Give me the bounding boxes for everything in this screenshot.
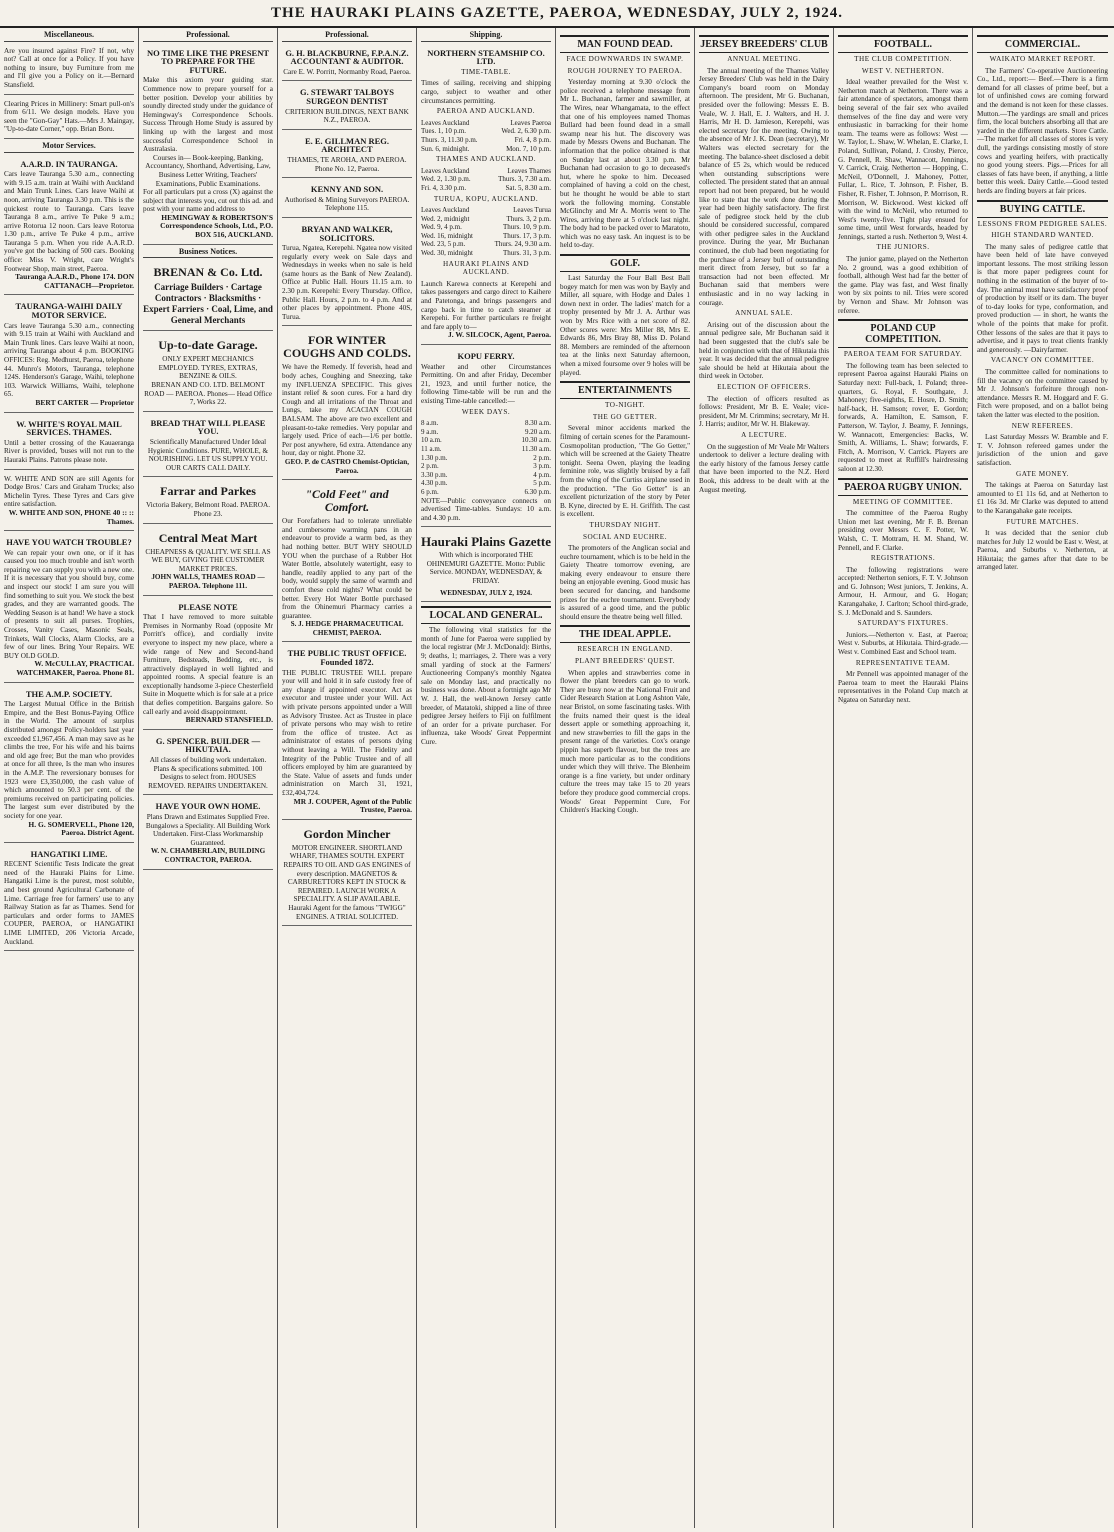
gate-money-text: The takings at Paeroa on Saturday last amounted to £1 11s 6d, and at Netherton to £1 16s 3d. Mr Clarke was deputed to attend to the Karangahake gate receipts. (977, 481, 1108, 515)
column-1 (0, 28, 139, 1528)
timetable-row (421, 436, 551, 445)
market-report-text: The Farmers' Co-operative Auctioneering Co., Ltd., report:— Beef.—There is a firm demand for all classes of prime beef, but a lot of unfinished cows are coming forward and the demand is not keen for these classes. Mutton.—The yardings are small and prices firm, the local butchers absorbing all that are yarded in the different markets. Store Cattle.—The market for all classes of stores is very dull, the yardings consisting mostly of store cows and yearling heifers, with practically no good young steers. Pigs.—Prices for all classes of fats have been, if anything, a little better this week. Dairy Cattle.—Good tested herds are finding buyers at fair prices. (977, 66, 1108, 195)
timetable-cell: 2 p.m. (533, 453, 551, 462)
timetable-cell: 4 p.m. (533, 470, 551, 479)
column-2 (139, 28, 278, 1528)
man-found-dead-heading: MAN FOUND DEAD. (560, 35, 690, 53)
football-heading: FOOTBALL. (838, 35, 968, 53)
column-8: COMMERCIAL. WAIKATO MARKET REPORT. The Farmers' Co-operative Auctioneering Co., Ltd., report:— Beef.—There is a firm demand for all classes of prime beef, but a lot of unfinished cows are coming forward and the demand is not keen for these classes. Mutton.—The yardings are small and prices firm, the local butchers absorbing all that are yarded in the different markets. Store Cattle.—The market for all classes of stores is very dull, the yardings consisting mostly of store cows and yearling heifers, with practically no good young steers. Pigs.—Prices for all classes of fats have been, if anything, a little better this week. Dairy Cattle.—Good tested herds are finding buyers at fair prices. BUYING CATTLE. LESSONS FROM PEDIGREE SALES. HIGH STANDARD WANTED. The many sales of pedigree cattle that have been held of late have conveyed important lessons. The most striking lesson is that more paper pedigrees count for nothing in the estimation of the buyer of to-day. The animal must have satisfactory proof of production by itself or its dam. The buyer of to-day looks for type, conformation, and proved production — in short, he wants the whole of the points that make for profit. Other lessons of the sales are that it pays to advertise, and it pays to treat clients frankly and generously. —Dairyfarmer. VACANCY ON COMMITTEE. The committee called for nominations to fill the vacancy on the committee caused by Mr J. Johnson's forfeiture through non-attendance. Messrs R. M. Hoggard and F. G. Fitch were proposed, and on a ballot being taken the latter was elected to the position. NEW REFEREES. Last Saturday Messrs W. Bramble and F. T. V. Johnson refereed games under the jurisdiction of the union and gave satisfaction. GATE MONEY. The takings at Paeroa on Saturday last amounted to £1 11s 6d, and at Netherton to £1 16s 3d. Mr Clarke was deputed to attend to the Karangahake gate receipts. FUTURE MATCHES. It was decided that the senior club matches for July 12 would be East v. West, at Paeroa, and Suburbs v. Netherton, at Hikutaia; the games after that date to be arranged later. (973, 28, 1112, 1528)
bread-ad: BREAD THAT WILL PLEASE YOU. Scientifically Manufactured Under Ideal Hygienic Conditions. PURE, WHOLE, & NOURISHING. LET US SUPPLY YOU. OUR CARTS CALL DAILY. (143, 415, 273, 478)
timetable-row (421, 167, 551, 176)
ideal-apple-heading: THE IDEAL APPLE. (560, 625, 690, 643)
buying-cattle-text: The many sales of pedigree cattle that have been held of late have conveyed important lessons. The most striking lesson is that more paper pedigrees count for nothing in the estimation of the buyer of to-day. The animal must have satisfactory proof of production by itself or its dam. The buyer of to-day looks for type, conformation, and proved production — in short, he wants the whole of the points that make for profit. Other lessons of the sales are that it pays to advertise, and it pays to treat clients frankly and generously. —Dairyfarmer. (977, 242, 1108, 354)
column-3 (278, 28, 417, 1528)
timetable-row (421, 175, 551, 184)
bryan-walker-ad: BRYAN AND WALKER, SOLICITORS. Turua, Ngatea, Kerepehi. Ngatea now visited regularly every week on Sale days and Wednesdays in weeks when no sale is held (same hours as the Bank of New Zealand). Office at Public Hall. Hours 11.15 a.m. to 2.30 p.m. Kerepehi: Every Thursday. Office, Public Hall. Hours, 2 p.m. to 4 p.m. And at other places by appointment. Phone 40S, Turua. (282, 221, 412, 327)
millinery-ad: Clearing Prices in Millinery: Smart pull-on's from 6/11. We design models. Have you seen the "Gon-Gay" Hats.—Mrs J. Maingay, "Up-to-date Corner," opp. Brian Boru. (4, 98, 134, 139)
white-mail-ad: W. WHITE'S ROYAL MAIL SERVICES. THAMES. Until a better crossing of the Kauaeranga River is provided, 'buses will not run to the Hauraki Plains. Patrons please note. (4, 416, 134, 470)
fire-insurance-ad: Are you insured against Fire? If not, why not? Call at once for a Policy. If you have nothing to insure, buy Furniture from me and I'll give you a Policy on it.—Bernard Stansfield. (4, 45, 134, 95)
golf-heading: GOLF. (560, 254, 690, 272)
blackburne-ad: G. H. BLACKBURNE, F.P.A.N.Z. ACCOUNTANT & AUDITOR. Care E. W. Porritt, Normanby Road, Paeroa. (282, 45, 412, 82)
timetable-row (421, 232, 551, 241)
poland-cup-text: The following team has been selected to represent Paeroa against Hauraki Plains on Saturday next: Full-back, I. Poland; three-quarters, G. Royal, F. Southgate, J. Mahoney; five-eighths, E. Hosre, D. Smith; half-back, H. Samson; rover, E. Gordon; forwards, A. Hamilton, E. Samson, F. Patterson, W. Taylor, J. Beamy, F. Jennings, W. Wannacott, Emergencies: Backs, W. Smith, A. Williams, L. Shaw; forwards, F. Fitch, A. Morrison, V. Carrick. Players are requested to meet at Ruffill's hairdressing saloon at 12.30. (838, 361, 968, 473)
timetable-cell: 10.30 a.m. (521, 436, 551, 445)
jersey-heading: JERSEY BREEDERS' CLUB (699, 35, 829, 53)
officers-text: The election of officers resulted as follows: President, Mr B. E. Veale; vice-president, Mr M. Crimmins; secretary, Mr H. J. Harris; auditor, Mr W. H. Blakeway. (699, 394, 829, 429)
timetable-cell: Thurs. 31, 3 p.m. (502, 249, 551, 258)
column-5: MAN FOUND DEAD. FACE DOWNWARDS IN SWAMP. ROUGH JOURNEY TO PAEROA. Yesterday morning at 9.30 o'clock the police received a telephone message from Mr L. Buchanan, farmer and sawmiller, at The Wires, near Whangamata, to the effect that one of his employees named Thomas Bullard had been found dead in a small swamp near his hut. The discovery was made by Messrs Owens and Buchanan. The information that the police obtained is that on Sunday last at about 3.30 p.m. Mr Buchanan had occasion to go to deceased's hut, where he spoke to him. Deceased complained of having a cold on the chest, but he thought he would be able to start work the following morning. Constable McGlinchy and Mr A. Morris went to The Wires, arriving there at 5 o'clock last night. The body had to be packed over to Maratoto, which was no easy task. An inquest is to be held to-day. GOLF. Last Saturday the Four Ball Best Ball bogey match for men was won by Bayly and Miller, all square, with Hodge and Dales 1 down next in order. The ladies' match for a trophy presented by Mr J. A. Arthur was won by Mrs Rice with a net score of 82. Other scores were: Mrs Miller 88, Mrs E. Edwards 86, Mrs Bray 88, Miss D. Poland 88. Members are reminded of the afternoon tea at the links next Saturday afternoon, when a mixed foursome over 9 holes will be played. ENTERTAINMENTS TO-NIGHT. THE GO GETTER. Several minor accidents marked the filming of certain scenes for the Paramount-Cosmopolitan production, "The Go Getter," which will be screened at the Gaiety Theatre tonight. Seena Owen, playing the leading feminine role, was slightly bruised by a fall from the wing of the Curtiss airplane used in the production. "The Go Getter" is an excellent picturization of the story by Peter B. Kyne, directed by E. H. Griffith. The cast is excellent. THURSDAY NIGHT. SOCIAL AND EUCHRE. The promoters of the Anglican social and euchre tournament, which is to be held in the Gaiety Theatre tomorrow evening, are making every endeavour to ensure there being an enjoyable evening. Good music has been secured for dancing, and handsome prizes for the euchre tournament. Everybody is assured of a good time, and the public should ensure the theatre being well filled. THE IDEAL APPLE. RESEARCH IN ENGLAND. PLANT BREEDERS' QUEST. When apples and strawberries come in flower the plant breeders can go to work. They are busy now at the National Fruit and Cider Research Station at Long Ashton Vale, near Bristol, on some fascinating tasks. With the fruits named their quest is the ideal dessert apple or something approaching it, and new strawberries to fill the gaps in the present range of the varieties. Cox's orange pippin has superb flavour, but the trees are much more particular as to the conditions under which they will thrive. The Blenheim orange is a fine variety, but under ordinary culture the trees may take 15 to 20 years before they produce good commercial crops. Woods' Great Peppermint Cure, For Children's Hacking Cough. (556, 28, 695, 1528)
farrar-ad: Farrar and Parkes Victoria Bakery, Belmont Road. PAEROA. Phone 23. (143, 480, 273, 523)
timetable-cell: Leaves Auckland (421, 166, 470, 175)
juniors-text: The junior game, played on the Netherton No. 2 ground, was a good exhibition of football, although West had far the better of the game. Play was fast, and West finally won by six points to nil. Tries were scored by Vernon and Shaw. Mr Johnson was referee. (838, 255, 968, 315)
football-text: Ideal weather prevailed for the West v. Netherton match at Netherton. There was a fair attendance of spectators, amongst them being several of the fair sex who availed themselves of the fine day and were very enthusiastic in barracking for their home team. The teams were as follows: West — W. Taylor, L. Shaw, W. Whelan, E. Clarke, I. Poland, Sullivan, Poland, J. Crosby, Pierce, G. Pennell, R. Shaw, Wannacott, Jennings, V. Carrick, Craig. Netherton — Hopping, C. McNeil, O'Donnell, J. Mahoney, Potter, Fullar, L. Rice, T. Johnson, P. Fisher, B. Fisher, R. Fisher, T. Johnson, P. Morrison, R. Morrison, W. Bickwood. West kicked off with the wind to McNeil, who returned to West's twenty-five. Tight play ensued for some time, until West forwards, headed by Jennings, started a rush. Netherton 9, West 4. (838, 78, 968, 241)
section-header: Shipping. (421, 31, 551, 42)
timetable-cell: Wed. 2, midnight (421, 214, 470, 223)
timetable-cell: 1.30 p.m. (421, 453, 448, 462)
timetable-row (421, 462, 551, 471)
timetable-row (421, 240, 551, 249)
masthead: THE HAURAKI PLAINS GAZETTE, PAEROA, WEDNESDAY, JULY 2, 1924. (0, 0, 1114, 28)
kopu-ferry-ad: KOPU FERRY. Weather and other Circumstances Permitting. On and after Friday, December 21, 1923, and until further notice, the following Time-table will be run and the existing Time-table cancelled:— WEEK DAYS. 8 a.m. 8.30 a.m. 9 a.m. 9.20 a.m. 10 a.m. 10.30 a.m. 11 a.m. 11.30 a.m. 1.30 p.m. 2 p.m. 2 p.m. 3 p.m. 3.30 p.m. 4 p.m. 4.30 p.m. 5 p.m. 6 p.m. 6.30 p.m. NOTE—Public conveyance connects on advertised Time-tables. Sundays: 10 a.m. and 4.30 p.m. (421, 348, 551, 527)
timetable-cell: Thurs. 3, 11.30 p.m. (421, 135, 478, 144)
rugby-text: The committee of the Paeroa Rugby Union met last evening, Mr F. B. Brenan presiding over Messrs C. F. Potter, W. Walsh, C. T. Mottram, H. M. Shand, W. Pennell, and F. Clarke. (838, 509, 968, 552)
meat-mart-ad: Central Meat Mart CHEAPNESS & QUALITY. WE SELL AS WE BUY, GIVING THE CUSTOMER MARKET PRICES. JOHN WALLS, THAMES ROAD — PAEROA. Telephone 111. (143, 527, 273, 596)
gillman-ad: E. E. GILLMAN REG. ARCHITECT THAMES, TE AROHA, AND PAEROA. Phone No. 12, Paeroa. (282, 133, 412, 178)
future-matches-text: It was decided that the senior club matches for July 12 would be East v. West, at Paeroa, and Suburbs v. Netherton, at Hikutaia; the games after that date to be arranged later. (977, 529, 1108, 572)
public-trust-ad: THE PUBLIC TRUST OFFICE. Founded 1872. THE PUBLIC TRUSTEE WILL prepare your will and hold it in safe custody free of any charge if appointed executor. Act as executor and trustee under your Will. Act with private persons appointed under a Will as Advisory Trustee. Act as Trustee in place of private persons who may wish to retire from the office of trustee. Act as administrator of estates of persons dying without leaving a Will. The Fidelity and Integrity of the Public Trustee and of all officers employed by him are guaranteed by the State. Value of assets and funds under administration on March 31, 1921, £32,404,724. MR J. COUPER, Agent of the Public Trustee, Paeroa. (282, 645, 412, 819)
timetable-cell: 3.30 p.m. (421, 470, 448, 479)
timetable-cell: Leaves Paeroa (510, 118, 551, 127)
entertainments-heading: ENTERTAINMENTS (560, 381, 690, 399)
timetable-cell: Thurs. 3, 7.30 a.m. (498, 175, 551, 184)
turua-timetable (421, 206, 551, 258)
timetable-cell: 2 p.m. (421, 462, 439, 471)
garage-ad: Up-to-date Garage. ONLY EXPERT MECHANICS EMPLOYED. TYRES, EXTRAS, BENZINE & OILS. BRENAN AND CO. LTD. BELMONT ROAD — PAEROA. Phones— Head Office 7, Works 22. (143, 334, 273, 412)
section-header: Business Notices. (143, 248, 273, 259)
timetable-row (421, 488, 551, 497)
representative-text: Mr Pennell was appointed manager of the Paeroa team to meet the Hauraki Plains representatives in the Poland Cup match at Ngatea on Saturday next. (838, 670, 968, 704)
timetable-row (421, 249, 551, 258)
please-note-ad: PLEASE NOTE That I have removed to more suitable Premises in Normanby Road (opposite Mr Porritt's office), and cordially invite everyone to inspect my new place, where a wide range of New and Second-hand Furniture, Bedsteads, Bedding, etc., is attractively displayed in well lighted and appointed rooms. A special feature is an exceptionally handsome 3-piece Chesterfield Suite in Moquette which is for sale at a price that defies competition. Bargains galore. So call early and avoid disappointment. BERNARD STANSFIELD. (143, 599, 273, 730)
brenan-ad: BRENAN & Co. Ltd. Carriage Builders · Cartage Contractors · Blacksmiths · Expert Farriers · Coal, Lime, and General Merchants (143, 261, 273, 331)
column-6: JERSEY BREEDERS' CLUB ANNUAL MEETING. The annual meeting of the Thames Valley Jersey Breeders' Club was held in the Dairy Company's board room on Monday afternoon. The president, Mr G. Buchanan, presided over the following: Messrs E. B. Veale, W. J. Hall, E. J. Walters, and H. J. Harris, Mr H. D. Jamieson, Kerepehi, was elected secretary for the meeting. Owing to the absence of Mr J. K. Dean (secretary), Mr Walters was elected secretary for the meeting. The balance-sheet disclosed a debit balance of £5 2s, which would be reduced when outstanding subscriptions were collected. The president stated that an annual report had not been prepared, but he would like to state that the work done during the year had been highly satisfactory. The first sale of pedigree stock held by the club should be considered successful, compared with other pedigree sales in the Auckland province. During the year, Mr Buchanan continued, the club had been negotiating for the purchase of a Jersey bull of outstanding merit direct from Jersey, but so far a transaction had not been effected. Mr Buchanan said that members were enthusiastic and in no way lacking in courage. ANNUAL SALE. Arising out of the discussion about the annual pedigree sale, Mr Buchanan said it had been suggested that the club's sale be held in conjunction with that of Hikutaia this year. It was decided that the annual pedigree sale should be held at Hikutaia about the third week in October. ELECTION OF OFFICERS. The election of officers resulted as follows: President, Mr B. E. Veale; vice-president, Mr M. Crimmins; secretary, Mr H. J. Harris; auditor, Mr W. H. Blakeway. A LECTURE. On the suggestion of Mr Veale Mr Walters undertook to deliver a lecture dealing with the early history of the famous Jersey cattle that have been imported to the N.Z. Herd Book, this address to be dealt with at the August meeting. (695, 28, 834, 1528)
timetable-row (421, 119, 551, 128)
registrations-text: The following registrations were accepted: Netherton seniors, F. T. V. Johnson and G. Johnson; West juniors, T. Jenkins, A. Armour, H. Armour, and G. Hogan; Karangahake, J. Carlton; School third-grade, S. J. McDonald and S. Saunders. (838, 565, 968, 617)
timetable-cell: 9 a.m. (421, 427, 439, 436)
timetable-row (421, 223, 551, 232)
man-found-dead-text: Yesterday morning at 9.30 o'clock the police received a telephone message from Mr L. Buchanan, farmer and sawmiller, at The Wires, near Whangamata, to the effect that one of his employees named Thomas Bullard had been found dead in a small swamp near his hut. The discovery was made by Messrs Owens and Buchanan. The information that the police obtained is that on Sunday last at about 3.30 p.m. Mr Buchanan had occasion to go to deceased's hut, where he spoke to him. Deceased complained of having a cold on the chest, but he thought he would be able to start work the following morning. Constable McGlinchy and Mr A. Morris went to The Wires, arriving there at 5 o'clock last night. The body had to be packed over to Maratoto, which was no easy task. An inquest is to be held to-day. (560, 78, 690, 250)
timetable-cell: Thurs. 10, 9 p.m. (502, 223, 551, 232)
timetable-cell: Sat. 5, 8.30 a.m. (505, 183, 551, 192)
gazette-masthead: Hauraki Plains Gazette With which is incorporated THE OHINEMURI GAZETTE. Motto: Public Service. MONDAY, WEDNESDAY, & FRIDAY. WEDNESDAY, JULY 2, 1924. (421, 530, 551, 602)
timetable-cell: Wed. 9, 4 p.m. (421, 223, 462, 232)
amp-ad: THE A.M.P. SOCIETY. The Largest Mutual Office in the British Empire, and the Best Bonus-Paying Office in the World. The amount of surplus distributed amongst Policy-holders last year exceeded £1,967,456. A man may save as he climbs the tree, For his wife and his bairns and old age free; But the man who provides at once for all three, Is the man who insures in the A.M.P. The reversionary bonuses for 1923 were £3,350,000, the cash value of which amounted to 50.3 per cent. of the premiums received on participating policies. The largest sum ever distributed by the society for one year. H. G. SOMERVELL, Phone 120, Paeroa. District Agent. (4, 686, 134, 843)
timetable-cell: Thurs. 3, 2 p.m. (506, 214, 551, 223)
timetable-cell: 8.30 a.m. (524, 419, 551, 428)
local-general-text: The following vital statistics for the month of June for Paeroa were supplied by the local registrar (Mr J. McDonald): Births, 9; deaths, 1; marriages, 2. There was a very small yarding of stock at the Farmers' Auctioneering Company's monthly Ngatea sale on Monday last, and practically no business was done. About a fortnight ago Mr W. J. Hall, the well-known Jersey cattle breeder, of Matatoki, shipped a line of three pedigree Jersey heifers to Fiji on fulfilment of an order for a private purchaser. For influenza, take Woods' Great Peppermint Cure. (421, 626, 551, 746)
watch-ad: HAVE YOU WATCH TROUBLE? We can repair your own one, or if it has caused you too much trouble and isn't worth repairing we can supply you with a new one. If it is necessary that you should buy, come and inspect our stock! I am sure you will find something to suit you. We stock the best grades, and they are warranted goods. The Wedding Season is at hand! We have a stock of presents to suit all purses. Trophies, Crosses, Vanity Cases, Masonic Seals, Trinkets, Wall Clocks, Alarm Clocks, are a few of our lines. Bring Your Repairs. WE BUY OLD GOLD. W. McCULLAY, PRACTICAL WATCHMAKER, Paeroa. Phone 81. (4, 534, 134, 683)
section-header: Professional. (282, 31, 412, 42)
timetable-row (421, 136, 551, 145)
timetable-cell: Leaves Turua (513, 206, 551, 215)
timetable-cell: Leaves Auckland (421, 118, 470, 127)
timetable-row (421, 454, 551, 463)
timetable-row (421, 184, 551, 193)
timetable-cell: 6 p.m. (421, 487, 439, 496)
fixtures-text: Juniors.—Netherton v. East, at Paeroa; West v. Suburbs, at Hikutaia. Third-grade.—West v. Combined East and School team. (838, 630, 968, 657)
referees-text: Last Saturday Messrs W. Bramble and F. T. V. Johnson refereed games under the jurisdiction of the union and gave satisfaction. (977, 433, 1108, 467)
commercial-heading: COMMERCIAL. (977, 35, 1108, 53)
timetable-cell: 8 a.m. (421, 419, 439, 428)
talboys-ad: G. STEWART TALBOYS SURGEON DENTIST CRITERION BUILDINGS, NEXT BANK N.Z., PAEROA. (282, 84, 412, 129)
golf-text: Last Saturday the Four Ball Best Ball bogey match for men was won by Bayly and Miller, all square, with Hodge and Dales 1 down next in order. The ladies' match for a trophy presented by Mr J. A. Arthur was won by Mrs Rice with a net score of 82. Other scores were: Mrs Miller 88, Mrs E. Edwards 86, Mrs Bray 88, Miss D. Poland 88. Members are reminded of the afternoon tea at the links next Saturday afternoon, when a mixed foursome over 9 holes will be played. (560, 274, 690, 377)
timetable-cell: Leaves Auckland (421, 206, 470, 215)
timetable-cell: Wed. 30, midnight (421, 249, 473, 258)
timetable-row (421, 419, 551, 428)
mincher-ad: Gordon Mincher MOTOR ENGINEER. SHORTLAND WHARF, THAMES SOUTH. EXPERT REPAIRS TO OIL AND GAS ENGINES of every description. MAGNETOS & CARBURETTORS KEPT IN STOCK & REPAIRED. LAUNCH WORK A SPECIALITY. A SLIP AVAILABLE. Hauraki Agent for the famous "TWIGG" ENGINES. A TRIAL SOLICITED. (282, 823, 412, 926)
timetable-row (421, 127, 551, 136)
kopu-timetable (421, 419, 551, 496)
white-agents-ad: W. WHITE AND SON are still Agents for Dodge Bros.' Cars and Graham Trucks; also Michelin Tyres. These Tyres and Cars give entire satisfaction. W. WHITE AND SON, PHONE 40 :: :: Thames. (4, 473, 134, 532)
timetable-cell: 3 p.m. (533, 462, 551, 471)
timetable-row (421, 471, 551, 480)
timetable-cell: 6.30 p.m. (524, 487, 551, 496)
timetable-cell: Tues. 1, 10 p.m. (421, 127, 467, 136)
poland-cup-heading: POLAND CUP COMPETITION. (838, 319, 968, 348)
social-text: The promoters of the Anglican social and euchre tournament, which is to be held in the Gaiety Theatre tomorrow evening, are making every endeavour to ensure there being an enjoyable evening. Good music has been secured for dancing, and handsome prizes for the euchre tournament. Everybody is assured of a good time, and the public should ensure the theatre being well filled. (560, 544, 690, 621)
timetable-row (421, 428, 551, 437)
timetable-cell: 5 p.m. (533, 479, 551, 488)
timetable-cell: Fri. 4, 8 p.m. (514, 135, 551, 144)
own-home-ad: HAVE YOUR OWN HOME. Plans Drawn and Estimates Supplied Free. Bungalows a Speciality. All Building Work Undertaken. First-Class Workmanship Guaranteed. W. N. CHAMBERLAIN, BUILDING CONTRACTOR, PAEROA. (143, 798, 273, 869)
timetable-cell: Thurs. 17, 3 p.m. (502, 231, 551, 240)
aard-ad: A.A.R.D. IN TAURANGA. Cars leave Tauranga 5.30 a.m., connecting with 9.15 a.m. train at Waihi with Auckland and Main Trunk Lines. Cars leave Waihi at noon, arriving Tauranga 3.30 p.m. This is the quickest route to Tauranga. Cars leave Tauranga 8 a.m., arrive Te Puke 9 a.m.; arrive Rotorua 12 noon. Cars leave Rotorua 1.30 p.m., arrive Te Puke 4 p.m., arrive Tauranga 5 p.m. When you ride A.A.R.D. you've got the backing of 500 cars. Booking office: Miss V. Wright, care Wright's Footwear Shop, main street, Paeroa. Tauranga A.A.R.D., Phone 174. DON CATTANACH—Proprietor. (4, 156, 134, 296)
timetable-row (421, 206, 551, 215)
timetable-row (421, 479, 551, 488)
timetable-cell: 4.30 p.m. (421, 479, 448, 488)
annual-sale-text: Arising out of the discussion about the annual pedigree sale, Mr Buchanan said it had been suggested that the club's sale be held in conjunction with that of Hikutaia this year. It was decided that the annual pedigree sale should be held at Hikutaia about the third week in October. (699, 320, 829, 381)
timetable-cell: Leaves Thames (507, 166, 551, 175)
tauranga-waihi-ad: TAURANGA-WAIHI DAILY MOTOR SERVICE. Cars leave Tauranga 5.30 a.m., connecting with 9.15 train at Waihi with Auckland and Main Trunk lines. Cars leave Waihi at noon, arriving Tauranga about 4 p.m. BOOKING OFFICES: Reg. Medhurst, Paeroa, telephone 44. Munro's Motors, Tauranga, telephone 124S. Henderson's Garage, Waihi, telephone 103. Warwick Williams, Waihi, telephone 65. BERT CARTER — Proprietor (4, 298, 134, 412)
timetable-cell: Wed. 2, 6.30 p.m. (501, 127, 551, 136)
section-header: Miscellaneous. (4, 31, 134, 42)
kenny-ad: KENNY AND SON. Authorised & Mining Surveyors PAEROA. Telephone 115. (282, 181, 412, 218)
timetable-cell: Fri. 4, 3.30 p.m. (421, 183, 467, 192)
timetable-row (421, 445, 551, 454)
vacancy-text: The committee called for nominations to fill the vacancy on the committee caused by Mr J. Johnson's forfeiture through non-attendance. Messrs R. M. Hoggard and F. G. Fitch were proposed, and on a ballot being taken the latter was elected to the position. (977, 368, 1108, 419)
entertainments-text: Several minor accidents marked the filming of certain scenes for the Paramount-Cosmopolitan production, "The Go Getter," which will be screened at the Gaiety Theatre tonight. Seena Owen, playing the leading feminine role, was slightly bruised by a fall from the wing of the Curtiss airplane used in the production. "The Go Getter" is an excellent picturization of the story by Peter B. Kyne, directed by E. H. Griffith. The cast is excellent. (560, 424, 690, 519)
spencer-ad: G. SPENCER. BUILDER — HIKUTAIA. All classes of building work undertaken. Plans & specifications submitted. 100 Designs to select from. HOUSES REMOVED. REPAIRS UNDERTAKEN. (143, 733, 273, 796)
thames-timetable (421, 167, 551, 193)
section-header: Professional. (143, 31, 273, 42)
timetable-cell: 9.20 a.m. (524, 427, 551, 436)
timetable-cell: Mon. 7, 10 p.m. (506, 144, 551, 153)
timetable-cell: Wed. 16, midnight (421, 231, 473, 240)
timetable-cell: 11.30 a.m. (521, 444, 551, 453)
winter-ad: FOR WINTER COUGHS AND COLDS. We have the Remedy. If feverish, head and body aches, Coughing and Sneezing, take my INFLUENZA SPECIFIC. This gives instant relief & soon cures. For a hard dry Cough and all irritations of the Throat and Lungs, take my ACACIAN COUGH BALSAM. The above are two excellent and pleasant-to-take remedies. Very popular and largely used. Price of each—1/6 per bottle. Per post anywhere, 6d extra. Attendance any hour, day or night. Phone 32. GEO. P. de CASTRO Chemist-Optician, Paeroa. (282, 329, 412, 480)
cold-feet-ad: "Cold Feet" and Comfort. Our Forefathers had to tolerate unreliable and cumbersome warming pans in an endeavour to provide a warm bed, as they had nothing better. BUT WHY SHOULD YOU when the purchase of a Rubber Hot Water Bottle, absolutely watertight, easy to handle, readily applied to any part of the body, would supply the same of warmth and comfort these cold nights? What could be better. Every Hot Water Bottle purchased from the Ohinemuri Pharmacy carries a guarantee. S. J. HEDGE PHARMACEUTICAL CHEMIST, PAEROA. (282, 483, 412, 642)
column-4 (417, 28, 556, 1528)
column-7: FOOTBALL. THE CLUB COMPETITION. WEST V. NETHERTON. Ideal weather prevailed for the West v. Netherton match at Netherton. There was a fair attendance of spectators, amongst them being several of the fair sex who availed themselves of the fine day and were very enthusiastic in barracking for their home team. The teams were as follows: West — W. Taylor, L. Shaw, W. Whelan, E. Clarke, I. Poland, Sullivan, Poland, J. Crosby, Pierce, G. Pennell, R. Shaw, Wannacott, Jennings, V. Carrick, Craig. Netherton — Hopping, C. McNeil, O'Donnell, J. Mahoney, Potter, Fullar, L. Rice, T. Johnson, P. Fisher, B. Fisher, R. Fisher, T. Johnson, P. Morrison, R. Morrison, W. Bickwood. West kicked off with the wind to McNeil, who returned to West's twenty-five. Tight play ensued for some time, until West forwards, headed by Jennings, started a rush. Netherton 9, West 4. THE JUNIORS. The junior game, played on the Netherton No. 2 ground, was a good exhibition of football, although West had far the better of the game. Play was fast, and West finally won by six points to nil. Tries were scored by Vernon and Shaw. Mr Johnson was referee. POLAND CUP COMPETITION. PAEROA TEAM FOR SATURDAY. The following team has been selected to represent Paeroa against Hauraki Plains on Saturday next: Full-back, I. Poland; three-quarters, G. Royal, F. Southgate, J. Mahoney; five-eighths, E. Hosre, D. Smith; half-back, H. Samson; rover, E. Gordon; forwards, A. Hamilton, E. Samson, F. Patterson, W. Taylor, J. Beamy, F. Jennings, W. Wannacott, Emergencies: Backs, W. Smith, A. Williams, L. Shaw; forwards, F. Fitch, A. Morrison, V. Carrick. Players are requested to meet at Ruffill's hairdressing saloon at 12.30. PAEROA RUGBY UNION. MEETING OF COMMITTEE. The committee of the Paeroa Rugby Union met last evening, Mr F. B. Brenan presiding over Messrs C. F. Potter, W. Walsh, C. T. Mottram, H. M. Shand, W. Pennell, and F. Clarke. REGISTRATIONS. The following registrations were accepted: Netherton seniors, F. T. V. Johnson and G. Johnson; West juniors, T. Jenkins, A. Armour, H. Armour, and G. Hogan; Karangahake, J. Carlton; School third-grade, S. J. McDonald and S. Saunders. SATURDAY'S FIXTURES. Juniors.—Netherton v. East, at Paeroa; West v. Suburbs, at Hikutaia. Third-grade.—West v. Combined East and School team. REPRESENTATIVE TEAM. Mr Pennell was appointed manager of the Paeroa team to meet the Hauraki Plains representatives in the Poland Cup match at Ngatea on Saturday next. (834, 28, 973, 1528)
timetable-row (421, 215, 551, 224)
local-general-heading: LOCAL AND GENERAL. (421, 606, 551, 624)
timetable-cell: 10 a.m. (421, 436, 442, 445)
timetable-cell: Wed. 23, 5 p.m. (421, 240, 466, 249)
buying-cattle-heading: BUYING CATTLE. (977, 200, 1108, 218)
timetable-cell: Thurs. 24, 9.30 a.m. (494, 240, 551, 249)
ideal-apple-text: When apples and strawberries come in flower the plant breeders can go to work. They are busy now at the National Fruit and Cider Research Station at Long Ashton Vale, near Bristol, on some fascinating tasks. With the fruits named their quest is the ideal dessert apple or something approaching it, and new strawberries to fill the gaps in the present range of the varieties. Cox's orange pippin has superb flavour, but the trees are much more particular as to the conditions under which they will thrive. The Blenheim orange is a fine variety, but under ordinary culture the trees may take 15 to 20 years before they produce good commercial crops. Woods' Great Peppermint Cure, For Children's Hacking Cough. (560, 668, 690, 815)
timetable-cell: Sun. 6, midnight. (421, 144, 470, 153)
timetable-cell: Wed. 2, 1.30 p.m. (421, 175, 471, 184)
lecture-text: On the suggestion of Mr Veale Mr Walters undertook to deliver a lecture dealing with the early history of the famous Jersey cattle that have been imported to the N.Z. Herd Book, this address to be dealt with at the August meeting. (699, 442, 829, 494)
section-header: Motor Services. (4, 142, 134, 153)
timetable-row (421, 145, 551, 154)
jersey-text: The annual meeting of the Thames Valley Jersey Breeders' Club was held in the Dairy Company's board room on Monday afternoon. The president, Mr G. Buchanan, presided over the following: Messrs E. B. Veale, W. J. Hall, E. J. Walters, and H. J. Harris, Mr H. D. Jamieson, Kerepehi, was elected secretary for the meeting. Owing to the absence of Mr J. K. Dean (secretary), Mr Walters was elected secretary for the meeting. The balance-sheet disclosed a debit balance of £5 2s, which would be reduced when outstanding subscriptions were collected. The president stated that an annual report had not been prepared, but he would like to state that the work done during the year had been highly satisfactory. The first sale of pedigree stock held by the club should be considered successful, compared with other pedigree sales in the Auckland province. During the year, Mr Buchanan continued, the club had been negotiating for the purchase of a Jersey bull of outstanding merit direct from Jersey, but so far a transaction had not been effected. Mr Buchanan said that members were enthusiastic and in no way lacking in courage. (699, 66, 829, 307)
hemingway-ad: NO TIME LIKE THE PRESENT TO PREPARE FOR THE FUTURE. Make this axiom your guiding star. Commence now to prepare yourself for a better position. Develop your abilities by soundly directed study under the guidance of Hemingway's Correspondence Schools. Success Through Home Study is assured by linking up with the largest and most successful Correspondence School in Australasia. Courses in— Book-keeping, Banking, Accountancy, Shorthand, Advertising, Law, Business Letter Writing, Teachers' Examinations, Public Examinations. For all particulars put a cross (X) against the subject that interests you, cut out this ad. and post with your name and address to HEMINGWAY & ROBERTSON'S Correspondence Schools, Ltd., P.O. BOX 516, AUCKLAND. (143, 45, 273, 245)
paeroa-timetable (421, 119, 551, 153)
rugby-union-heading: PAEROA RUGBY UNION. (838, 478, 968, 496)
steamship-ad: NORTHERN STEAMSHIP CO. LTD. TIME-TABLE. Times of sailing, receiving and shipping cargo, subject to weather and other circumstances permitting. PAEROA AND AUCKLAND. Leaves Auckland Leaves Paeroa Tues. 1, 10 p.m. Wed. 2, 6.30 p.m. Thurs. 3, 11.30 p.m. Fri. 4, 8 p.m. Sun. 6, midnight. Mon. 7, 10 p.m. THAMES AND AUCKLAND. Leaves Auckland Leaves Thames Wed. 2, 1.30 p.m. Thurs. 3, 7.30 a.m. Fri. 4, 3.30 p.m. Sat. 5, 8.30 a.m. TURUA, KOPU, AUCKLAND. Leaves Auckland Leaves Turua Wed. 2, midnight Thurs. 3, 2 p.m. Wed. 9, 4 p.m. Thurs. 10, 9 p.m. Wed. 16, midnight Thurs. 17, 3 p.m. Wed. 23, 5 p.m. Thurs. 24, 9.30 a.m. Wed. 30, midnight Thurs. 31, 3 p.m. HAURAKI PLAINS AND AUCKLAND. Launch Karewa connects at Kerepehi and takes passengers and cargo direct to Kaihere and Patetonga, and brings passengers and cargo back in time to catch steamer at Kerepehi. For further particulars re freight and fare apply to— J. W. SILCOCK, Agent, Paeroa. (421, 45, 551, 345)
timetable-cell: 11 a.m. (421, 444, 442, 453)
lime-ad: HANGATIKI LIME. RECENT Scientific Tests Indicate the great need of the Hauraki Plains for Lime. Hangatiki Lime is the purest, most soluble, and best ground Agricultural Carbonate of Lime. Carriage free for farmers' use to any Railway Station as far as Thames. Send for particulars and order forms to JAMES COUPER, PAEROA, or HANGATIKI LIME LIMITED, 206 Victoria Arcade, Auckland. (4, 846, 134, 952)
